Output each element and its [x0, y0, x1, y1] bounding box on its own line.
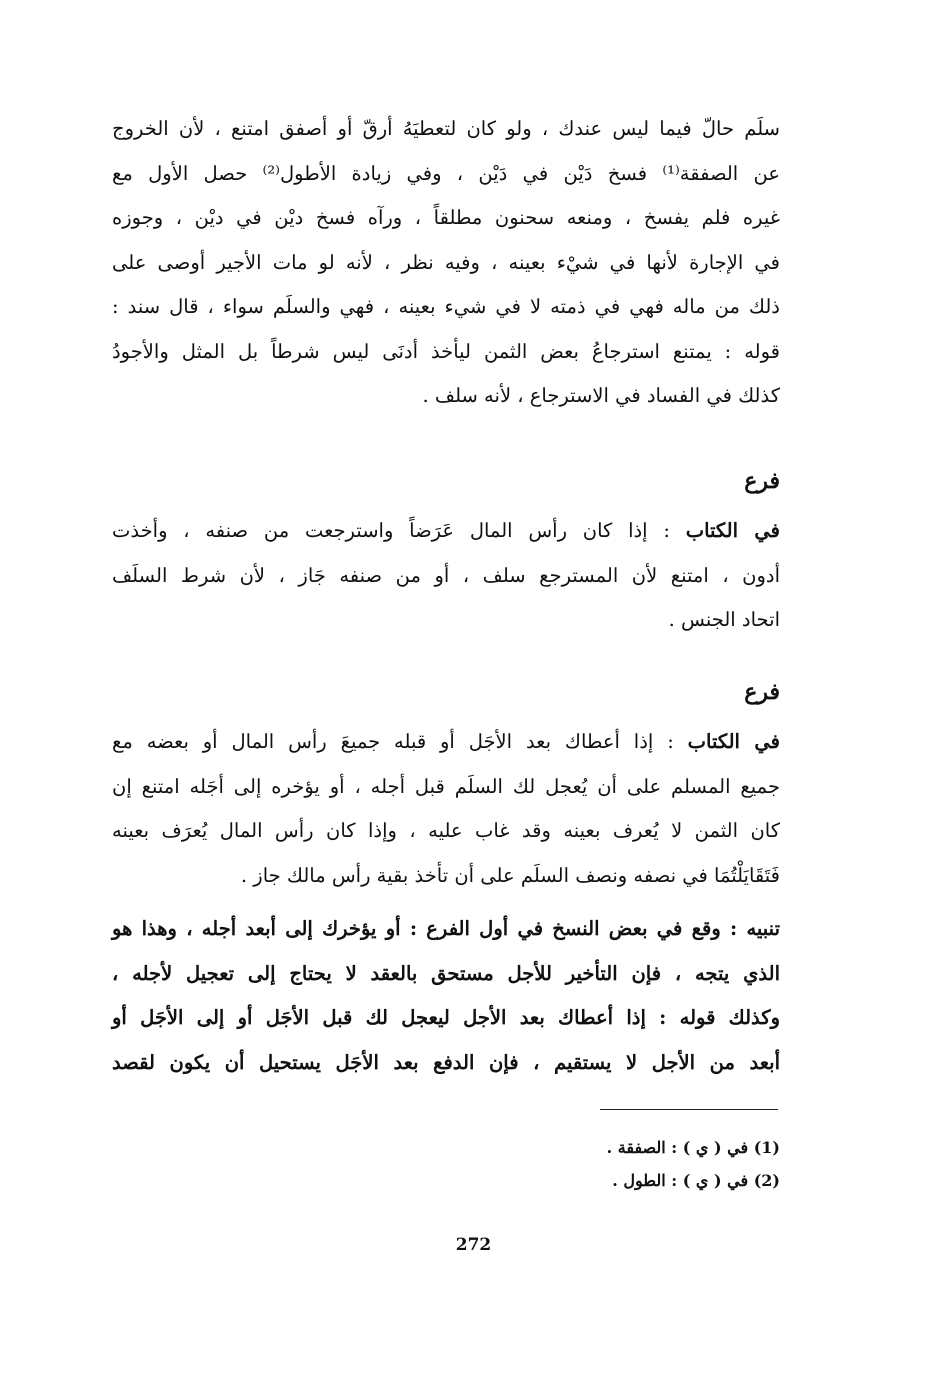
- footnote-divider: [600, 1109, 778, 1110]
- lead-in: في الكتاب: [687, 730, 780, 753]
- lead-in: في الكتاب: [685, 519, 780, 542]
- section-heading-1: فرع: [744, 468, 780, 494]
- text-line: في الإجارة لأنها في شيْء بعينه ، وفيه نظر ، لأنه لو مات الأجير أوصى على: [112, 250, 780, 274]
- page-number: 272: [455, 1235, 492, 1255]
- footnotes: [400, 1131, 780, 1197]
- text-line: فَتَقَايَلْتُمَا في نصفه ونصف السلَم على أن تأخذ بقية رأس مالك جاز .: [240, 863, 780, 887]
- text-line: تنبيه : وقع في بعض النسخ في أول الفرع : أو يؤخرك إلى أبعد أجله ، وهذا هو: [112, 917, 780, 940]
- text-line: عن الصفقة⁽¹⁾ فسخ دَيْن في دَيْن ، وفي زيادة الأطول⁽²⁾ حصل الأول مع: [112, 161, 780, 185]
- footnote-1: (1) في ( ي ) : الصفقة .: [606, 1138, 780, 1157]
- paragraph-1: [112, 107, 780, 419]
- text-line: غيره فلم يفسخ ، ومنعه سحنون مطلقاً ، ورآه فسخ ديْن في ديْن ، وجوزه: [112, 206, 780, 229]
- paragraph-3: [112, 720, 780, 898]
- text-line-first: [112, 720, 780, 765]
- text-line: سلَم حالّ فيما ليس عندك ، ولو كان لتعطيَهُ أرقّ أو أصفق امتنع ، لأن الخروج: [112, 117, 780, 140]
- text-line: قوله : يمتنع استرجاعُ بعض الثمن ليأخذ أدنَى ليس شرطاً بل المثل والأجودُ: [112, 339, 780, 363]
- text-line: جميع المسلم على أن يُعجل لك السلَم قبل أجله ، أو يؤخره إلى أجَله امتنع إن: [112, 774, 780, 798]
- text-line: اتحاد الجنس .: [668, 608, 780, 631]
- paragraph-2: [112, 509, 780, 643]
- text-line: أبعد من الأجل لا يستقيم ، فإن الدفع بعد الأجَل يستحيل أن يكون لقصد: [112, 1050, 780, 1074]
- text-run: : إذا كان رأس المال عَرَضاً واسترجعت من صنفه ، وأخذت: [112, 519, 686, 542]
- text-line: وكذلك قوله : إذا أعطاك بعد الأجل ليعجل لك قبل الأجَل أو إلى الأجَل أو: [112, 1006, 780, 1029]
- text-line: أدون ، امتنع لأن المسترجع سلف ، أو من صنفه جَاز ، لأن شرط السلَف: [112, 563, 780, 587]
- text-run: : إذا أعطاك بعد الأجَل أو قبله جميعَ رأس المال أو بعضه مع: [112, 730, 688, 753]
- text-line: كان الثمن لا يُعرف بعينه وقد غاب عليه ، وإذا كان رأس المال يُعرَف بعينه: [112, 819, 780, 842]
- paragraph-4-note: [112, 907, 780, 1085]
- section-heading-2: فرع: [744, 679, 780, 705]
- text-line: كذلك في الفساد في الاسترجاع ، لأنه سلف .: [422, 384, 780, 407]
- text-line: ذلك من ماله فهي في ذمته لا في شيء بعينه ، فهي والسلَم سواء ، قال سند :: [112, 295, 780, 318]
- text-line-first: [112, 509, 780, 554]
- footnote-2: (2) في ( ي ) : الطول .: [612, 1171, 780, 1190]
- text-line: الذي يتجه ، فإن التأخير للأجل مستحق بالعقد لا يحتاج إلى تعجيل لأجله ،: [112, 961, 780, 985]
